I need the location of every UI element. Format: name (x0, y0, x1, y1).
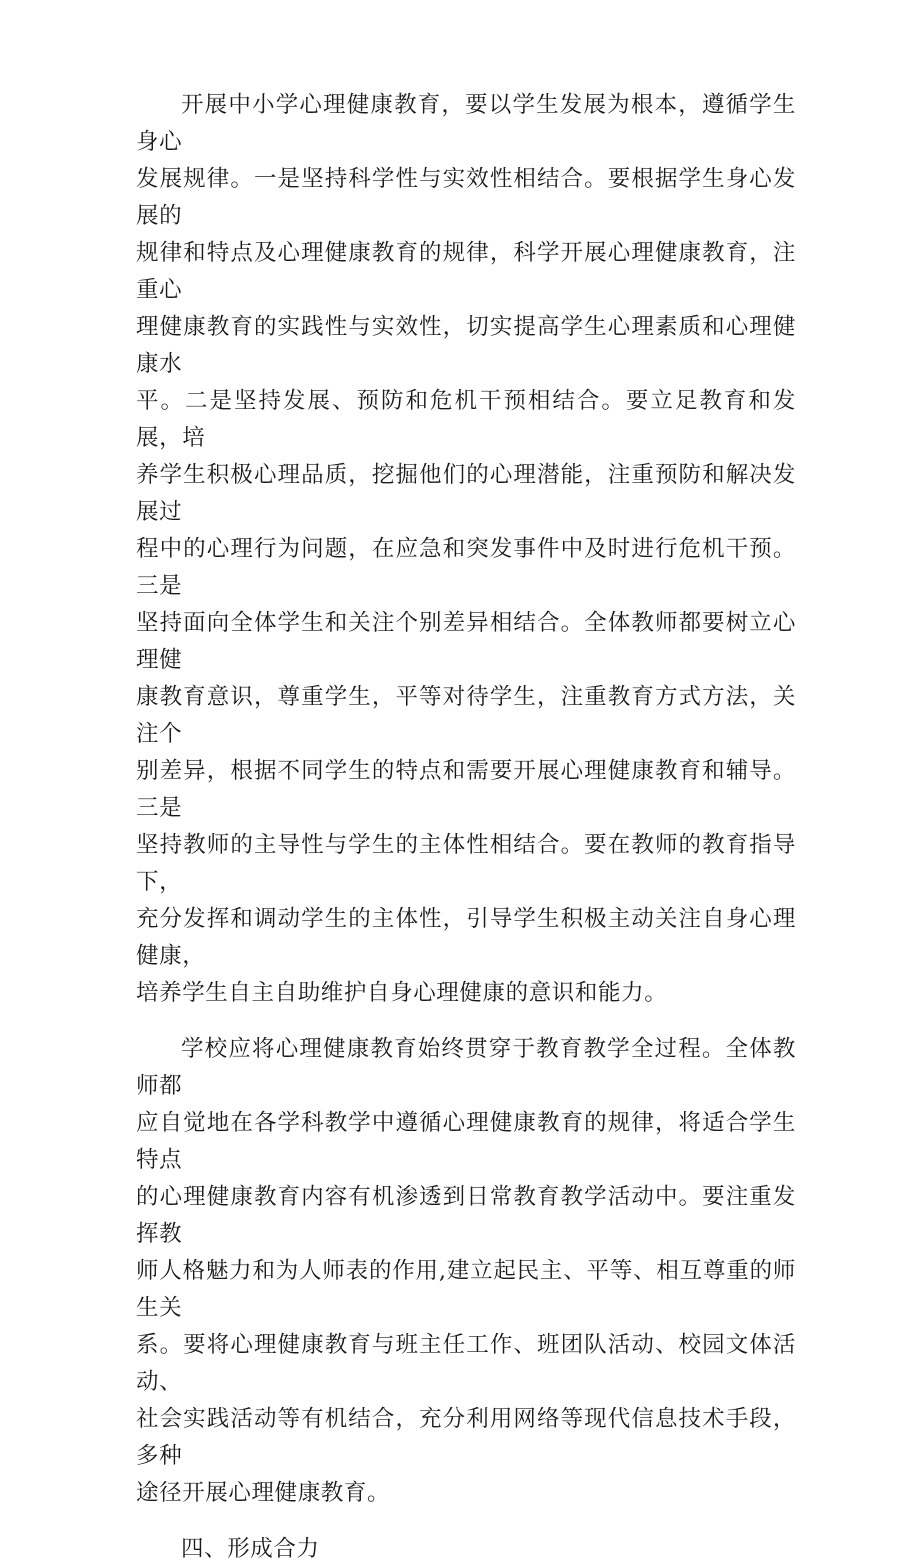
paragraph-teaching-integration: 学校应将心理健康教育始终贯穿于教育教学全过程。全体教师都 应自觉地在各学科教学中遵循心理健康教育的规律，将适合学生特点 的心理健康教育内容有机渗透到日常教育教学活动中。要注重发挥教 师人格魅力和为人师表的作用,建立起民主、平等、相互尊重的师生关 系。要将心理健康教育与班主任工作、班团队活动、校园文体活动、 社会实践活动等有机结合，充分利用网络等现代信息技术手段，多种 途径开展心理健康教育。 (136, 1036, 796, 1506)
paragraph-principles: 开展中小学心理健康教育，要以学生发展为根本，遵循学生身心 发展规律。一是坚持科学性与实效性相结合。要根据学生身心发展的 规律和特点及心理健康教育的规律，科学开展心理健康教育，注重心 理健康教育的实践性与实效性，切实提高学生心理素质和心理健康水 平。二是坚持发展、预防和危机干预相结合。要立足教育和发展，培 养学生积极心理品质，挖掘他们的心理潜能，注重预防和解决发展过 程中的心理行为问题，在应急和突发事件中及时进行危机干预。三是 坚持面向全体学生和关注个别差异相结合。全体教师都要树立心理健 康教育意识，尊重学生，平等对待学生，注重教育方式方法，关注个 别差异，根据不同学生的特点和需要开展心理健康教育和辅导。三是 坚持教师的主导性与学生的主体性相结合。要在教师的教育指导下， 充分发挥和调动学生的主体性，引导学生积极主动关注自身心理健康， 培养学生自主自助维护自身心理健康的意识和能力。 (136, 92, 796, 1006)
document-body (136, 87, 796, 1568)
section-heading: 四、形成合力 (181, 1536, 320, 1562)
